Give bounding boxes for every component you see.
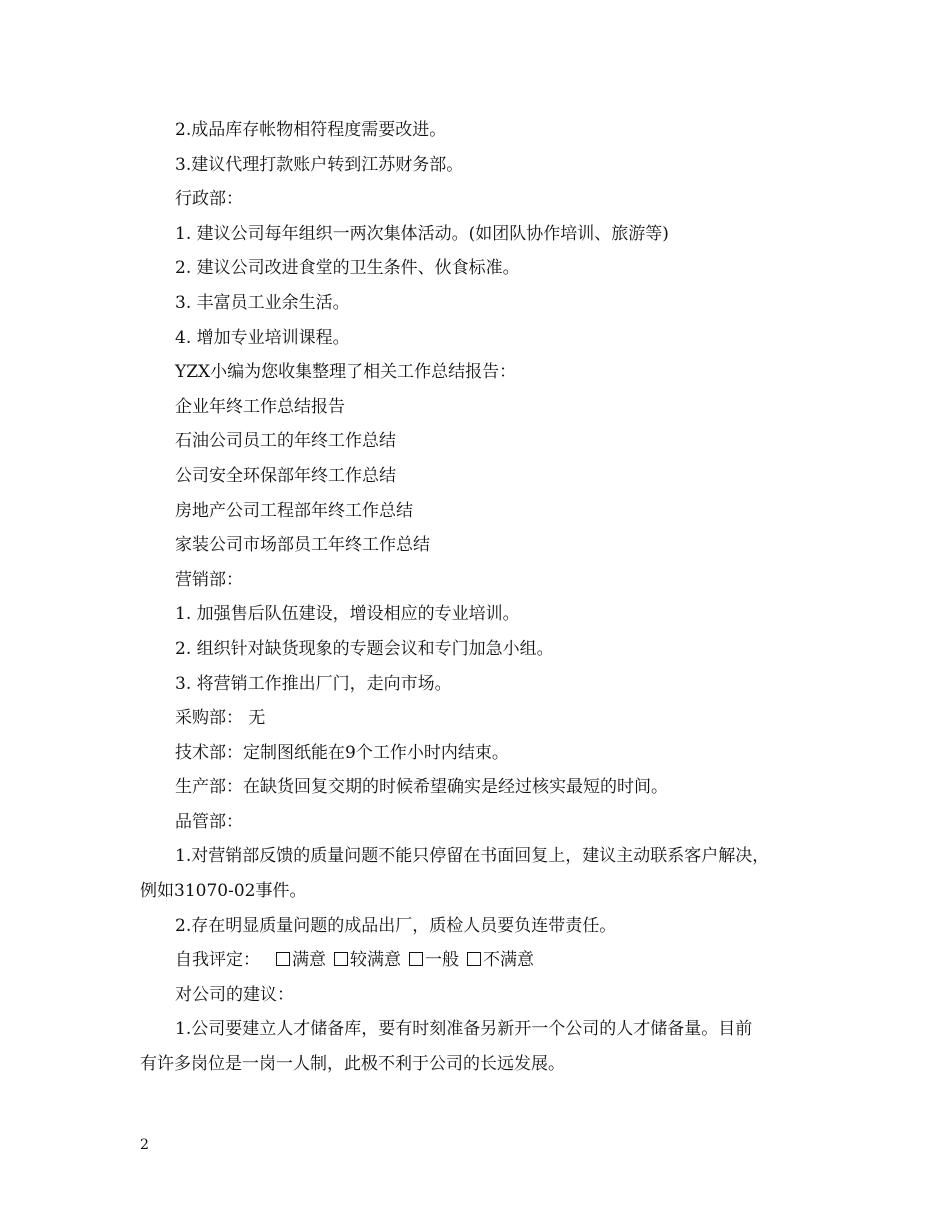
self-evaluation-option[interactable] — [276, 950, 326, 970]
self-evaluation-label: 自我评定： — [175, 950, 260, 971]
text-line: 家装公司市场部员工年终工作总结 — [175, 535, 430, 556]
checkbox-icon[interactable] — [334, 952, 348, 966]
text-line: 营销部： — [175, 569, 243, 590]
self-evaluation-line — [140, 943, 820, 978]
option-label: 不满意 — [483, 950, 534, 971]
text-line: 例如31070-02事件。 — [140, 881, 307, 902]
text-line: 3. 丰富员工业余生活。 — [175, 292, 350, 313]
page-number: 2 — [140, 1137, 149, 1153]
option-label: 满意 — [292, 950, 326, 971]
text-line: 2.存在明显质量问题的成品出厂，质检人员要负连带责任。 — [175, 915, 617, 936]
text-line: 4. 增加专业培训课程。 — [175, 327, 350, 348]
text-line: 采购部： 无 — [175, 708, 266, 729]
text-line: 品管部： — [175, 811, 243, 832]
text-line: 1.对营销部反馈的质量问题不能只停留在书面回复上，建议主动联系客户解决， — [175, 846, 770, 867]
text-line: 1. 加强售后队伍建设，增设相应的专业培训。 — [175, 604, 520, 625]
document-body — [140, 113, 820, 1082]
text-line: 公司安全环保部年终工作总结 — [175, 465, 396, 486]
text-line: 石油公司员工的年终工作总结 — [175, 431, 396, 452]
text-line: 1. 建议公司每年组织一两次集体活动。(如团队协作培训、旅游等) — [175, 223, 669, 244]
self-evaluation-option[interactable] — [409, 950, 459, 970]
text-line: 技术部：定制图纸能在9个工作小时内结束。 — [175, 742, 509, 763]
text-line: 3. 将营销工作推出厂门，走向市场。 — [175, 673, 452, 694]
text-line: 2. 建议公司改进食堂的卫生条件、伙食标准。 — [175, 258, 520, 279]
checkbox-icon[interactable] — [276, 952, 290, 966]
text-line: 2. 组织针对缺货现象的专题会议和专门加急小组。 — [175, 638, 554, 659]
text-line: 3.建议代理打款账户转到江苏财务部。 — [175, 154, 464, 175]
checkbox-icon[interactable] — [409, 952, 423, 966]
option-label: 较满意 — [350, 950, 401, 971]
self-evaluation-option[interactable] — [467, 950, 534, 970]
option-label: 一般 — [425, 950, 459, 971]
text-line: 有许多岗位是一岗一人制，此极不利于公司的长远发展。 — [140, 1054, 565, 1075]
text-line: 1.公司要建立人才储备库，要有时刻准备另新开一个公司的人才储备量。目前 — [175, 1019, 753, 1040]
text-line: 生产部：在缺货回复交期的时候希望确实是经过核实最短的时间。 — [175, 777, 668, 798]
text-line: YZX小编为您收集整理了相关工作总结报告： — [175, 362, 517, 383]
checkbox-icon[interactable] — [467, 952, 481, 966]
self-evaluation-option[interactable] — [334, 950, 401, 970]
text-line: 2.成品库存帐物相符程度需要改进。 — [175, 120, 447, 140]
text-line: 房地产公司工程部年终工作总结 — [175, 500, 413, 521]
text-line: 对公司的建议： — [175, 984, 294, 1005]
text-line: 企业年终工作总结报告 — [175, 396, 345, 417]
text-line: 行政部： — [175, 189, 243, 210]
